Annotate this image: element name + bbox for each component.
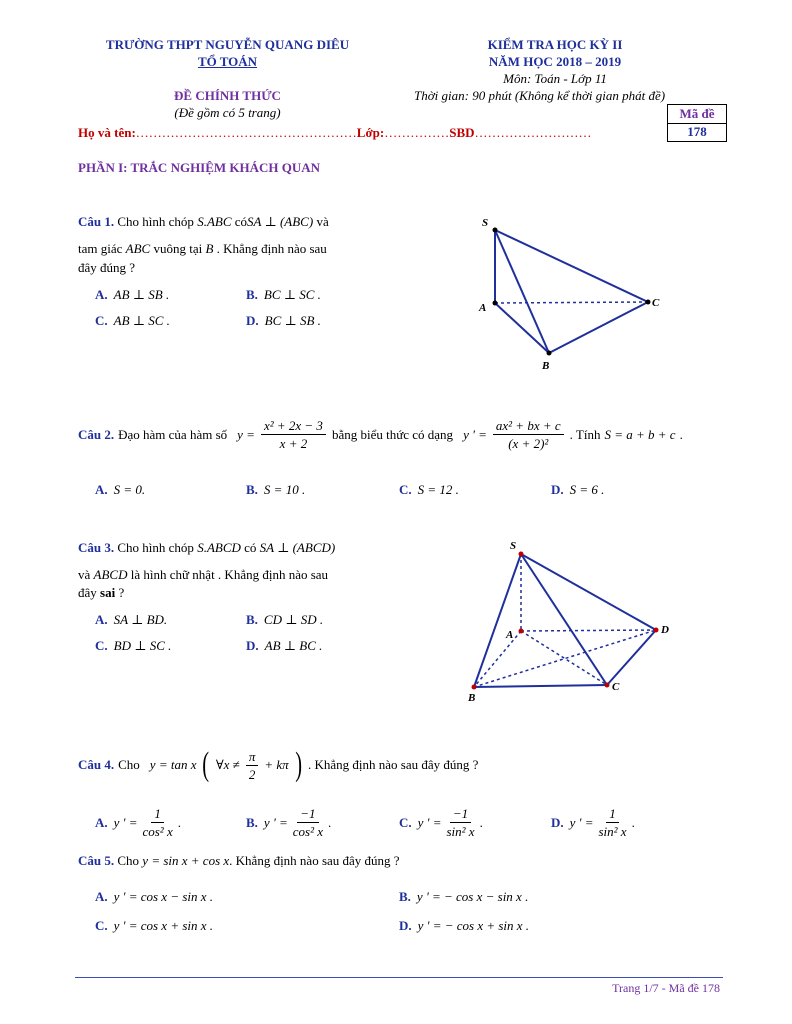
- option-letter: D.: [551, 814, 564, 830]
- option-text: S = 0.: [113, 482, 146, 497]
- label-b: B: [468, 692, 476, 704]
- edge-bc: [474, 685, 607, 687]
- diag-bd-hidden: [474, 630, 656, 687]
- q2-text: .: [679, 426, 683, 442]
- q3-pyramid: S.ABCD: [197, 540, 241, 555]
- q2-denominator: (x + 2)²: [508, 436, 549, 451]
- q4-text: Cho: [118, 757, 140, 772]
- option-lhs: y ' =: [569, 814, 594, 830]
- q4-option-a[interactable]: A. y ' = $\frac{1}{\text{cos² x}}$ .: [95, 806, 181, 839]
- point-s: [519, 552, 524, 557]
- edge-ab-hidden: [474, 631, 521, 687]
- exam-code-value: 178: [668, 123, 726, 140]
- option-letter: A.: [95, 482, 108, 497]
- label-b: B: [542, 360, 550, 372]
- q3-line2: [78, 567, 328, 583]
- q3-option-b[interactable]: [246, 612, 323, 628]
- class-field[interactable]: ……………: [384, 125, 450, 140]
- q1-vertex: B: [205, 241, 214, 256]
- q2-option-d[interactable]: [551, 482, 604, 498]
- option-denominator: sin² x: [446, 824, 475, 839]
- q2-y-equals: y =: [237, 426, 255, 442]
- q5-option-a[interactable]: [95, 889, 213, 905]
- pages-note: (Đề gồm có 5 trang): [174, 105, 281, 120]
- label-s: S: [482, 217, 489, 229]
- option-letter: A.: [95, 287, 108, 302]
- q4-function: y = tan x: [149, 757, 197, 772]
- q5-option-b[interactable]: [399, 889, 528, 905]
- q2-option-b[interactable]: [246, 482, 305, 498]
- q4-denominator: 2: [248, 766, 256, 782]
- q2-text: Đạo hàm của hàm số: [118, 426, 228, 442]
- q4-text: . Khẳng định nào sau đây đúng ?: [307, 757, 479, 772]
- q1-pyramid: S.ABC: [197, 214, 232, 229]
- point-s: [493, 228, 498, 233]
- q1-condition: SA ⊥ (ABC): [247, 214, 314, 229]
- option-text: SA ⊥ BD.: [113, 612, 168, 627]
- q1-line2: [78, 241, 327, 257]
- edge-bc: [549, 302, 648, 353]
- option-fraction: [290, 806, 326, 839]
- option-letter: C.: [399, 814, 412, 830]
- option-text: y ' = − cos x + sin x .: [417, 918, 530, 933]
- option-numerator: −1: [450, 806, 471, 823]
- q5-line1: [78, 853, 400, 869]
- option-letter: C.: [95, 918, 108, 933]
- option-letter: D.: [246, 638, 259, 653]
- q1-text: có: [234, 214, 248, 229]
- q1-line1: [78, 214, 329, 230]
- q1-option-b[interactable]: [246, 287, 321, 303]
- option-letter: B.: [246, 287, 258, 302]
- label-a: A: [506, 629, 514, 641]
- option-denominator: cos² x: [142, 824, 173, 839]
- option-text: S = 10 .: [263, 482, 306, 497]
- label-d: D: [661, 624, 669, 636]
- q1-option-a[interactable]: [95, 287, 169, 303]
- q3-condition: SA ⊥ (ABCD): [259, 540, 336, 555]
- option-text: AB ⊥ BC .: [264, 638, 323, 653]
- q4-label: Câu 4.: [78, 757, 115, 772]
- q4-paren-close: ): [294, 746, 302, 783]
- point-a: [519, 629, 524, 634]
- point-d: [654, 628, 659, 633]
- q3-text: ?: [118, 585, 125, 600]
- option-letter: C.: [95, 638, 108, 653]
- q2-yprime-equals: y ' =: [463, 426, 487, 442]
- option-text: y ' = cos x + sin x .: [113, 918, 214, 933]
- q2-label: Câu 2.: [78, 426, 115, 442]
- school-year: NĂM HỌC 2018 – 2019: [488, 54, 622, 69]
- option-numerator: 1: [606, 806, 619, 823]
- point-b: [472, 685, 477, 690]
- subject-line: Môn: Toán - Lớp 11: [503, 71, 607, 86]
- official-label: ĐỀ CHÍNH THỨC: [174, 88, 281, 103]
- q5-option-c[interactable]: [95, 918, 213, 934]
- edge-ad-hidden: [521, 630, 656, 631]
- q2-text: bằng biểu thức có dạng: [331, 426, 454, 442]
- option-fraction: [139, 806, 175, 839]
- q2-option-c[interactable]: [399, 482, 459, 498]
- q2-line1: [78, 418, 683, 451]
- option-letter: B.: [246, 612, 258, 627]
- point-c: [646, 300, 651, 305]
- q4-line1: [78, 748, 478, 782]
- option-text: BC ⊥ SB .: [264, 313, 321, 328]
- option-text: S = 6 .: [569, 482, 605, 497]
- option-letter: A.: [95, 889, 108, 904]
- option-text: BC ⊥ SC .: [263, 287, 321, 302]
- point-c: [605, 683, 610, 688]
- option-text: BD ⊥ SC .: [113, 638, 172, 653]
- q1-triangle: ABC: [125, 241, 151, 256]
- q3-text: là hình chữ nhật . Khẳng định nào sau: [130, 567, 329, 582]
- q3-emphasis-sai: sai: [100, 585, 116, 600]
- q1-pyramid-figure: [470, 210, 670, 375]
- q3-pyramid-figure: [460, 535, 690, 705]
- option-denominator: cos² x: [292, 824, 323, 839]
- q2-numerator: x² + 2x − 3: [261, 418, 326, 435]
- option-lhs: y ' =: [417, 814, 442, 830]
- name-label: Họ và tên:: [78, 125, 136, 140]
- q4-option-c[interactable]: C. y ' = $\frac{-1}{\text{sin² x}}$ .: [399, 806, 483, 839]
- q2-function-fraction: [261, 418, 326, 451]
- edge-ab: [495, 303, 549, 353]
- option-lhs: y ' =: [263, 814, 288, 830]
- name-field[interactable]: ……………………………………………: [135, 125, 357, 140]
- q4-option-d[interactable]: D. y ' = $\frac{1}{\text{sin² x}}$ .: [551, 806, 635, 839]
- exam-code-box: [667, 104, 727, 142]
- q1-text: . Khẳng định nào sau: [216, 241, 327, 256]
- diag-ac-hidden: [521, 631, 607, 685]
- option-letter: B.: [246, 482, 258, 497]
- q4-paren-open: (: [202, 746, 210, 783]
- point-a: [493, 301, 498, 306]
- option-text: AB ⊥ SB .: [113, 287, 170, 302]
- label-c: C: [652, 297, 660, 309]
- q5-text: Cho: [117, 853, 140, 868]
- footer-page-info: Trang 1/7 - Mã đề 178: [612, 981, 720, 995]
- option-text: y ' = cos x − sin x .: [113, 889, 214, 904]
- q2-text: . Tính: [569, 426, 601, 442]
- option-letter: D.: [551, 482, 564, 497]
- point-b: [547, 351, 552, 356]
- q4-condition: + kπ: [264, 757, 289, 772]
- option-letter: A.: [95, 814, 108, 830]
- q1-text: và: [316, 214, 329, 229]
- option-letter: B.: [399, 889, 411, 904]
- q1-text: vuông tại: [153, 241, 203, 256]
- option-text: AB ⊥ SC .: [113, 313, 170, 328]
- q2-form-fraction: [493, 418, 564, 451]
- q3-option-c[interactable]: [95, 638, 171, 654]
- q3-label: Câu 3.: [78, 540, 115, 555]
- department-name: TỔ TOÁN: [197, 54, 258, 69]
- option-letter: D.: [399, 918, 412, 933]
- q5-function: y = sin x + cos x: [142, 853, 230, 868]
- q2-s-expression: S = a + b + c: [604, 426, 676, 442]
- q3-text: đây: [78, 585, 97, 600]
- q5-label: Câu 5.: [78, 853, 115, 868]
- option-text: S = 12 .: [417, 482, 459, 497]
- section-title: PHẦN I: TRẮC NGHIỆM KHÁCH QUAN: [78, 160, 321, 175]
- q5-option-d[interactable]: [399, 918, 529, 934]
- edge-sb: [474, 554, 521, 687]
- q4-condition: ∀x ≠: [215, 757, 240, 772]
- q3-line1: [78, 540, 335, 556]
- option-numerator: 1: [151, 806, 164, 823]
- class-label: Lớp:: [356, 125, 385, 140]
- q1-option-d[interactable]: [246, 313, 321, 329]
- sbd-label: SBD: [449, 125, 475, 140]
- q1-label: Câu 1.: [78, 214, 115, 229]
- option-letter: C.: [95, 313, 108, 328]
- school-name: TRƯỜNG THPT NGUYỄN QUANG DIÊU: [105, 37, 350, 52]
- q3-rectangle: ABCD: [93, 567, 128, 582]
- q3-text: Cho hình chóp: [117, 540, 194, 555]
- q2-option-a[interactable]: [95, 482, 145, 498]
- option-text: CD ⊥ SD .: [263, 612, 324, 627]
- option-letter: B.: [246, 814, 258, 830]
- footer-divider: [75, 977, 723, 978]
- q5-text: . Khẳng định nào sau đây đúng ?: [229, 853, 400, 868]
- option-denominator: sin² x: [598, 824, 627, 839]
- q4-option-b[interactable]: B. y ' = $\frac{-1}{\text{cos² x}}$ .: [246, 806, 332, 839]
- edge-sd: [521, 554, 656, 630]
- option-lhs: y ' =: [113, 814, 138, 830]
- q3-option-d[interactable]: [246, 638, 322, 654]
- option-numerator: −1: [297, 806, 318, 823]
- exam-title: KIỂM TRA HỌC KỲ II: [487, 37, 623, 52]
- option-text: y ' = − cos x − sin x .: [416, 889, 529, 904]
- edge-sb: [495, 230, 549, 353]
- edge-sc: [495, 230, 648, 302]
- label-a: A: [479, 302, 487, 314]
- q3-line3: [78, 585, 124, 601]
- option-fraction: [443, 806, 477, 839]
- option-fraction: [595, 806, 629, 839]
- option-letter: A.: [95, 612, 108, 627]
- edge-ac-hidden: [495, 302, 648, 303]
- label-s: S: [510, 540, 517, 552]
- sbd-field[interactable]: ………………………: [474, 125, 592, 140]
- option-letter: C.: [399, 482, 412, 497]
- q1-text: tam giác: [78, 241, 123, 256]
- q3-option-a[interactable]: [95, 612, 167, 628]
- option-letter: D.: [246, 313, 259, 328]
- q1-option-c[interactable]: [95, 313, 170, 329]
- q3-text: và: [78, 567, 91, 582]
- q2-denominator: x + 2: [279, 436, 308, 451]
- label-c: C: [612, 681, 620, 693]
- student-info-line: [78, 125, 592, 141]
- q2-numerator: ax² + bx + c: [493, 418, 564, 435]
- edge-sc: [521, 554, 607, 685]
- q3-text: có: [244, 540, 257, 555]
- exam-code-label: Mã đề: [679, 106, 715, 121]
- q4-pi-fraction: [246, 749, 259, 782]
- q1-line3: đây đúng ?: [78, 260, 136, 275]
- q4-numerator: π: [246, 749, 259, 766]
- time-line: Thời gian: 90 phút (Không kể thời gian phát đề): [414, 88, 666, 103]
- q1-text: Cho hình chóp: [117, 214, 194, 229]
